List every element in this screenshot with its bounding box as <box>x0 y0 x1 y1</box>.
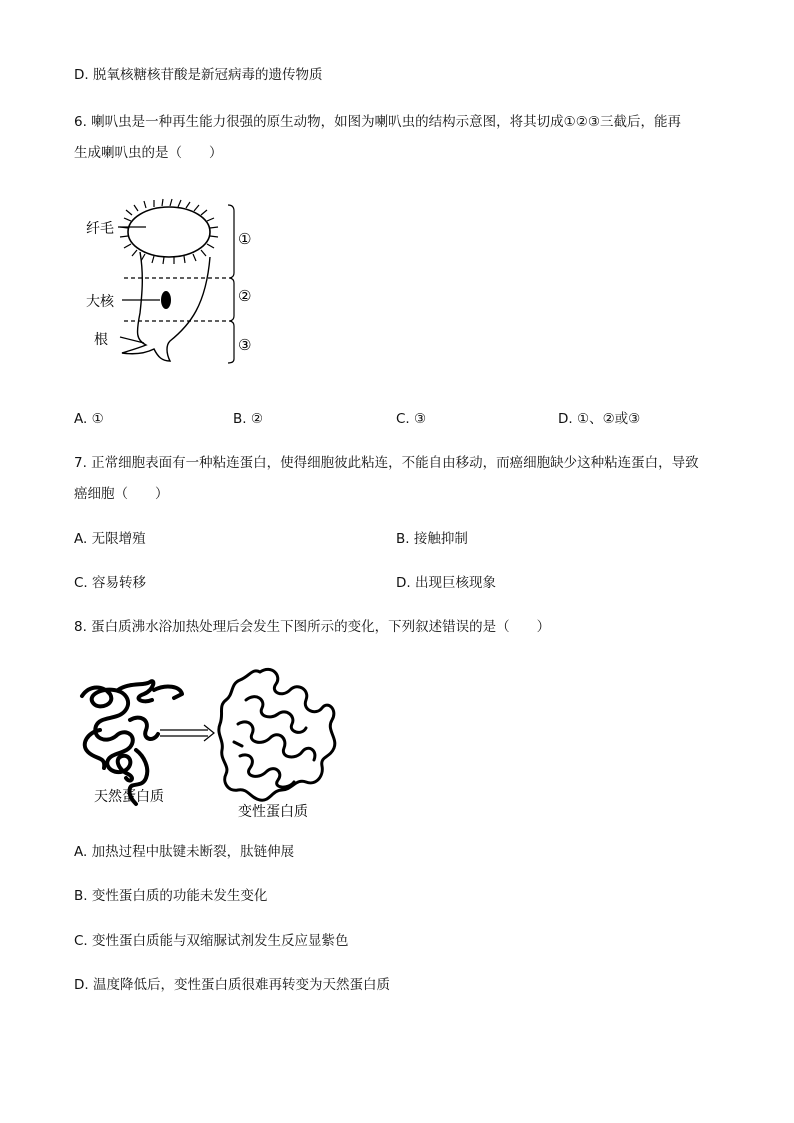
q7-option-d[interactable]: D. 出现巨核现象 <box>396 575 496 591</box>
trumpet-animal-figure <box>80 195 280 375</box>
q6-option-a[interactable]: A. ① <box>74 411 104 427</box>
label-root: 根 <box>94 332 108 348</box>
label-denatured-protein: 变性蛋白质 <box>238 804 308 820</box>
q6-option-b[interactable]: B. ② <box>233 411 263 427</box>
label-part2: ② <box>238 287 252 305</box>
q8-option-d[interactable]: D. 温度降低后，变性蛋白质很难再转变为天然蛋白质 <box>74 977 390 993</box>
q7-stem-line1: 7. 正常细胞表面有一种粘连蛋白，使得细胞彼此粘连，不能自由移动，而癌细胞缺少这种粘连蛋白，导致 <box>74 455 699 471</box>
macronucleus-dot <box>161 291 171 309</box>
cilia-strokes <box>120 199 218 264</box>
q6-option-d[interactable]: D. ①、②或③ <box>558 411 641 427</box>
label-cilia: 纤毛 <box>86 221 114 237</box>
label-macronucleus: 大核 <box>86 294 114 310</box>
q8-option-a[interactable]: A. 加热过程中肽键未断裂，肽链伸展 <box>74 844 295 860</box>
q6-stem-line1: 6. 喇叭虫是一种再生能力很强的原生动物，如图为喇叭虫的结构示意图，将其切成①②③三截后，能再 <box>74 114 681 130</box>
q6-option-c[interactable]: C. ③ <box>396 411 427 427</box>
label-native-protein: 天然蛋白质 <box>94 789 164 805</box>
q7-option-a[interactable]: A. 无限增殖 <box>74 531 146 547</box>
protein-denaturation-figure <box>70 660 350 822</box>
q7-stem-line2: 癌细胞（ ） <box>74 486 169 502</box>
label-part1: ① <box>238 230 252 248</box>
q8-stem: 8. 蛋白质沸水浴加热处理后会发生下图所示的变化，下列叙述错误的是（ ） <box>74 619 551 635</box>
q8-option-b[interactable]: B. 变性蛋白质的功能未发生变化 <box>74 888 268 904</box>
label-part3: ③ <box>238 336 252 354</box>
q8-option-c[interactable]: C. 变性蛋白质能与双缩脲试剂发生反应显紫色 <box>74 933 349 949</box>
q6-stem-line2: 生成喇叭虫的是（ ） <box>74 145 223 161</box>
q7-option-c[interactable]: C. 容易转移 <box>74 575 147 591</box>
native-protein-shape <box>82 681 182 804</box>
q7-option-b[interactable]: B. 接触抑制 <box>396 531 468 547</box>
q5-option-d: D. 脱氧核糖核苷酸是新冠病毒的遗传物质 <box>74 67 323 83</box>
arrow-icon <box>160 725 214 741</box>
denatured-protein-shape <box>219 669 335 800</box>
